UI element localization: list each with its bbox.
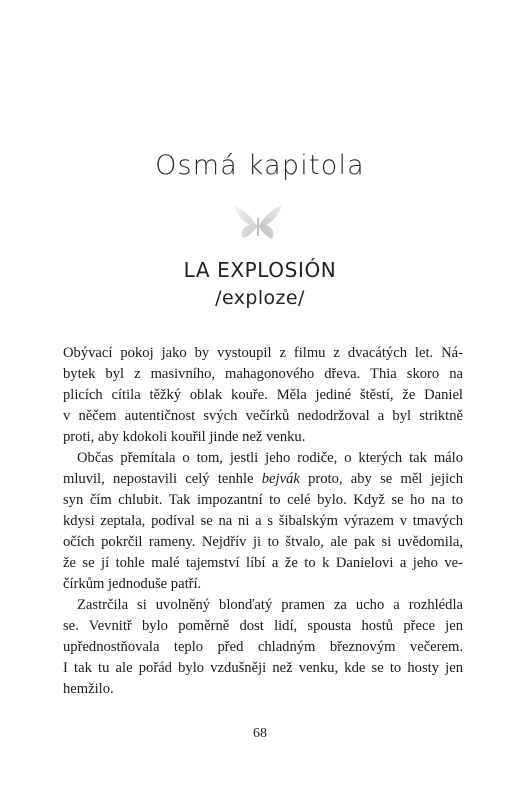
section-title: LA EXPLOSIÓN [183, 258, 337, 282]
text-line: v něčem autentičnost svých večírků nedodržoval a byl striktně [63, 408, 463, 424]
text-line: upřednostňovala teplo před chladným březnovým večerem. [63, 639, 463, 655]
text-line: proti, aby kdokoli kouřil jinde než venku. [63, 429, 306, 445]
text-segment: mluvil, nepostavili celý tenhle [63, 471, 254, 487]
text-line: se. Vevnitř bylo poměrně dost lidí, spousta hostů přece jen [63, 618, 463, 634]
text-line: plicích cítila těžký oblak kouře. Měla jediné štěstí, že Daniel [63, 387, 463, 403]
paragraph-1 [63, 343, 463, 448]
text-line: Občas přemítala o tom, jestli jeho rodiče, o kterých tak málo [77, 450, 463, 466]
text-line: bytek byl z masivního, mahagonového dřeva. Thia skoro na [63, 366, 463, 382]
text-line: očích pokrčil rameny. Nejdřív ji to štvalo, ale pak si uvědomila, [63, 534, 463, 550]
text-line: hemžilo. [63, 681, 114, 697]
body-text [63, 343, 463, 700]
text-line [63, 469, 463, 490]
paragraph-2 [63, 448, 463, 595]
text-line: Obývací pokoj jako by vystoupil z filmu z dvacátých let. Ná- [63, 345, 463, 361]
section-subtitle: /exploze/ [215, 287, 305, 309]
text-line: kdysi zeptala, podíval se na ni a s šibalským výrazem v tmavých [63, 513, 463, 529]
text-line: syn čím chlubit. Tak impozantní to celé bylo. Když se ho na to [63, 492, 463, 508]
text-segment: proto, aby se měl jejich [308, 471, 464, 487]
text-line: čírkům jednoduše patří. [63, 576, 202, 592]
text-line: Zastrčila si uvolněný blonďatý pramen za ucho a rozhlédla [77, 597, 463, 613]
chapter-title: Osmá kapitola [155, 150, 365, 181]
text-line: I tak tu ale pořád bylo vzdušněji než venku, kde se to hosty jen [63, 660, 463, 676]
butterfly-icon [233, 204, 283, 242]
text-line: že se jí tohle malé tajemství líbí a že to k Danielovi a jeho ve- [63, 555, 463, 571]
paragraph-3 [63, 595, 463, 700]
page-number: 68 [253, 726, 267, 741]
emphasis-word: bejvák [261, 471, 300, 487]
